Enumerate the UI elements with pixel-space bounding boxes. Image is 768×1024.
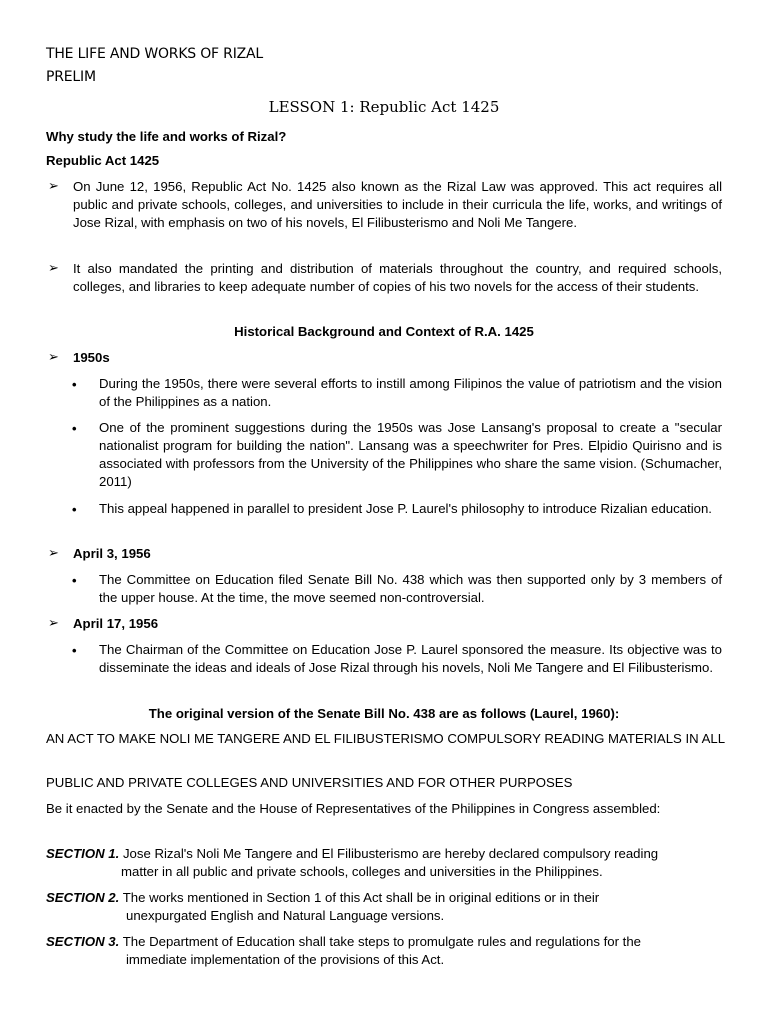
period-1950s: 1950s (73, 350, 110, 365)
dot-bullet-icon: • (72, 377, 77, 392)
section-3 (46, 933, 722, 969)
section-1-text-2: matter in all public and private schools, colleges and universities in the Philippines. (121, 864, 603, 879)
april-3-item-1: The Committee on Education filed Senate Bill No. 438 which was then supported only by 3 members of the upper house. At the time, the move seemed non-controversial. (99, 572, 722, 605)
document-title: THE LIFE AND WORKS OF RIZAL (46, 46, 263, 62)
section-2-label: SECTION 2. (46, 890, 120, 905)
enacting-clause: Be it enacted by the Senate and the House of Representatives of the Philippines in Congress assembled: (46, 801, 661, 816)
1950s-item-1: During the 1950s, there were several efforts to instill among Filipinos the value of patriotism and the vision of the Philippines as a nation. (99, 376, 722, 409)
intro-bullet-1: On June 12, 1956, Republic Act No. 1425 also known as the Rizal Law was approved. This act requires all public and private schools, colleges, and universities to include in their curricula the life, works, and writings of Jose Rizal, with emphasis on two of his novels, El Filibusterismo and Noli Me Tangere. (73, 179, 722, 230)
arrow-bullet-icon: ➢ (48, 546, 59, 561)
intro-question: Why study the life and works of Rizal? (46, 129, 287, 144)
arrow-bullet-icon: ➢ (48, 261, 59, 276)
section-2-text-1: The works mentioned in Section 1 of this Act shall be in original editions or in their (122, 890, 600, 905)
section-3-text-2: immediate implementation of the provisions of this Act. (126, 952, 445, 967)
1950s-item-3: This appeal happened in parallel to president Jose P. Laurel's philosophy to introduce Rizalian education. (99, 501, 712, 516)
bill-title-line-2: PUBLIC AND PRIVATE COLLEGES AND UNIVERSITIES AND FOR OTHER PURPOSES (46, 775, 573, 790)
section-3-label: SECTION 3. (46, 934, 120, 949)
dot-bullet-icon: • (72, 502, 77, 517)
dot-bullet-icon: • (72, 421, 77, 436)
period-april-17: April 17, 1956 (73, 616, 159, 631)
section-2-text-2: unexpurgated English and Natural Language versions. (126, 908, 445, 923)
intro-bullet-2: It also mandated the printing and distribution of materials throughout the country, and required schools, colleges, and libraries to keep adequate number of copies of his two novels for the access of their students. (73, 261, 722, 294)
period-april-3: April 3, 1956 (73, 546, 151, 561)
arrow-bullet-icon: ➢ (48, 350, 59, 365)
arrow-bullet-icon: ➢ (48, 616, 59, 631)
history-heading: Historical Background and Context of R.A. 1425 (234, 324, 534, 339)
section-3-text-1: The Department of Education shall take steps to promulgate rules and regulations for the (122, 934, 641, 949)
document-subtitle: PRELIM (46, 69, 96, 85)
april-17-item-1: The Chairman of the Committee on Education Jose P. Laurel sponsored the measure. Its objective was to disseminate the ideas and ideals of Jose Rizal through his novels, Noli Me Tangere and El Filibusterismo. (99, 642, 722, 675)
section-1 (46, 845, 722, 881)
bill-title-line-1: AN ACT TO MAKE NOLI ME TANGERE AND EL FILIBUSTERISMO COMPULSORY READING MATERIALS IN ALL (46, 731, 726, 746)
arrow-bullet-icon: ➢ (48, 179, 59, 194)
dot-bullet-icon: • (72, 573, 77, 588)
bill-heading: The original version of the Senate Bill No. 438 are as follows (Laurel, 1960): (148, 706, 620, 721)
dot-bullet-icon: • (72, 643, 77, 658)
section-1-text-1: Jose Rizal's Noli Me Tangere and El Filibusterismo are hereby declared compulsory reading (122, 846, 659, 861)
republic-act-heading: Republic Act 1425 (46, 153, 160, 168)
section-1-label: SECTION 1. (46, 846, 120, 861)
section-2 (46, 889, 722, 925)
lesson-title: LESSON 1: Republic Act 1425 (268, 98, 500, 116)
1950s-item-2: One of the prominent suggestions during the 1950s was Jose Lansang's proposal to create a "secular nationalist program for building the nation". Lansang was a speechwriter for Pres. Elpidio Quirisno and is associated with professors from the University of the Philippines who share the same vision. (Schumacher, 2011) (99, 420, 722, 489)
